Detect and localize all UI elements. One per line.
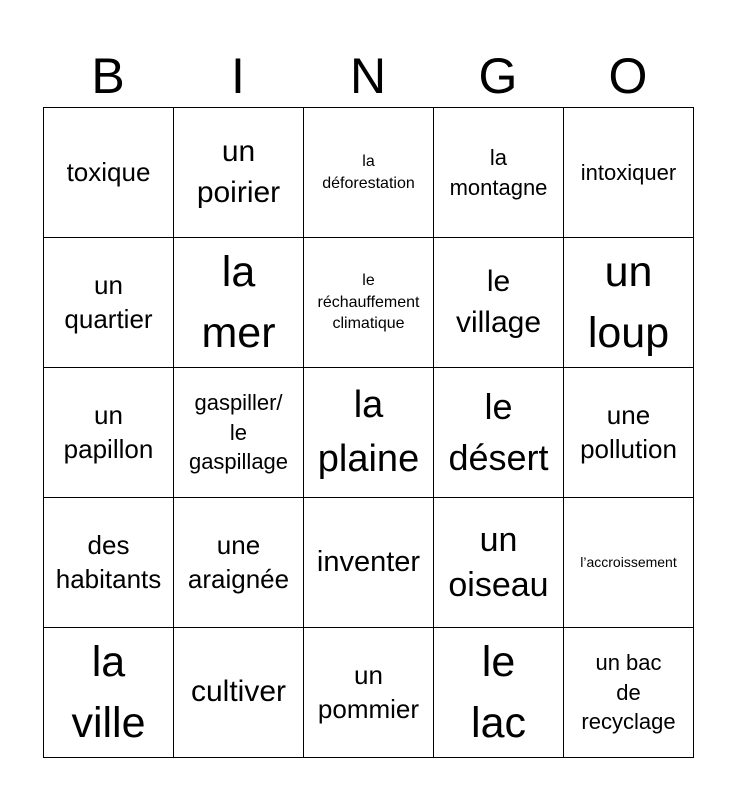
header-letter-n: N: [349, 48, 387, 104]
cell-text: un pommier: [317, 659, 420, 724]
bingo-cell[interactable]: [304, 108, 434, 238]
bingo-board: [43, 107, 694, 758]
bingo-cell[interactable]: [564, 368, 694, 498]
bingo-cell[interactable]: [174, 108, 304, 238]
bingo-cell[interactable]: [44, 628, 174, 758]
bingo-cell[interactable]: [174, 628, 304, 758]
bingo-cell[interactable]: [304, 498, 434, 628]
cell-text: intoxiquer: [580, 159, 677, 185]
bingo-cell[interactable]: [44, 368, 174, 498]
bingo-header: [43, 44, 693, 108]
bingo-cell[interactable]: [434, 368, 564, 498]
cell-text: toxique: [66, 156, 151, 187]
bingo-cell[interactable]: [564, 498, 694, 628]
cell-text: l’accroissement: [580, 554, 677, 571]
cell-text: la plaine: [317, 384, 420, 480]
cell-text: la ville: [71, 638, 146, 747]
cell-text: une araignée: [187, 529, 290, 594]
bingo-cell[interactable]: [174, 238, 304, 368]
bingo-cell[interactable]: [304, 238, 434, 368]
header-letter-i: I: [231, 48, 245, 104]
cell-text: un poirier: [196, 135, 281, 209]
cell-text: cultiver: [190, 675, 287, 709]
header-letter-g: G: [478, 48, 518, 104]
bingo-cell[interactable]: [304, 628, 434, 758]
bingo-cell[interactable]: [44, 108, 174, 238]
cell-text: des habitants: [55, 529, 162, 594]
cell-text: un bac de recyclage: [581, 649, 676, 735]
header-letter-b: B: [91, 48, 125, 104]
bingo-cell[interactable]: [434, 498, 564, 628]
header-letter-o: O: [608, 48, 648, 104]
bingo-cell[interactable]: [44, 238, 174, 368]
cell-text: gaspiller/ le gaspillage: [188, 389, 289, 475]
bingo-cell[interactable]: [564, 238, 694, 368]
cell-text: un loup: [587, 248, 670, 357]
bingo-cell[interactable]: [44, 498, 174, 628]
cell-text: inventer: [316, 545, 421, 578]
cell-text: un papillon: [63, 399, 154, 464]
cell-text: la montagne: [449, 144, 548, 200]
cell-text: le réchauffement climatique: [317, 272, 420, 333]
cell-text: la mer: [201, 248, 276, 357]
cell-text: le village: [455, 265, 542, 339]
bingo-cell[interactable]: [564, 628, 694, 758]
bingo-cell[interactable]: [174, 368, 304, 498]
bingo-cell[interactable]: [434, 238, 564, 368]
cell-text: la déforestation: [322, 152, 415, 192]
cell-text: une pollution: [580, 399, 677, 464]
cell-text: le lac: [471, 638, 526, 747]
bingo-cell[interactable]: [434, 628, 564, 758]
bingo-cell[interactable]: [304, 368, 434, 498]
bingo-cell[interactable]: [564, 108, 694, 238]
cell-text: le désert: [448, 386, 549, 478]
bingo-cell[interactable]: [174, 498, 304, 628]
bingo-cell[interactable]: [434, 108, 564, 238]
cell-text: un oiseau: [448, 521, 549, 604]
cell-text: un quartier: [64, 269, 153, 334]
